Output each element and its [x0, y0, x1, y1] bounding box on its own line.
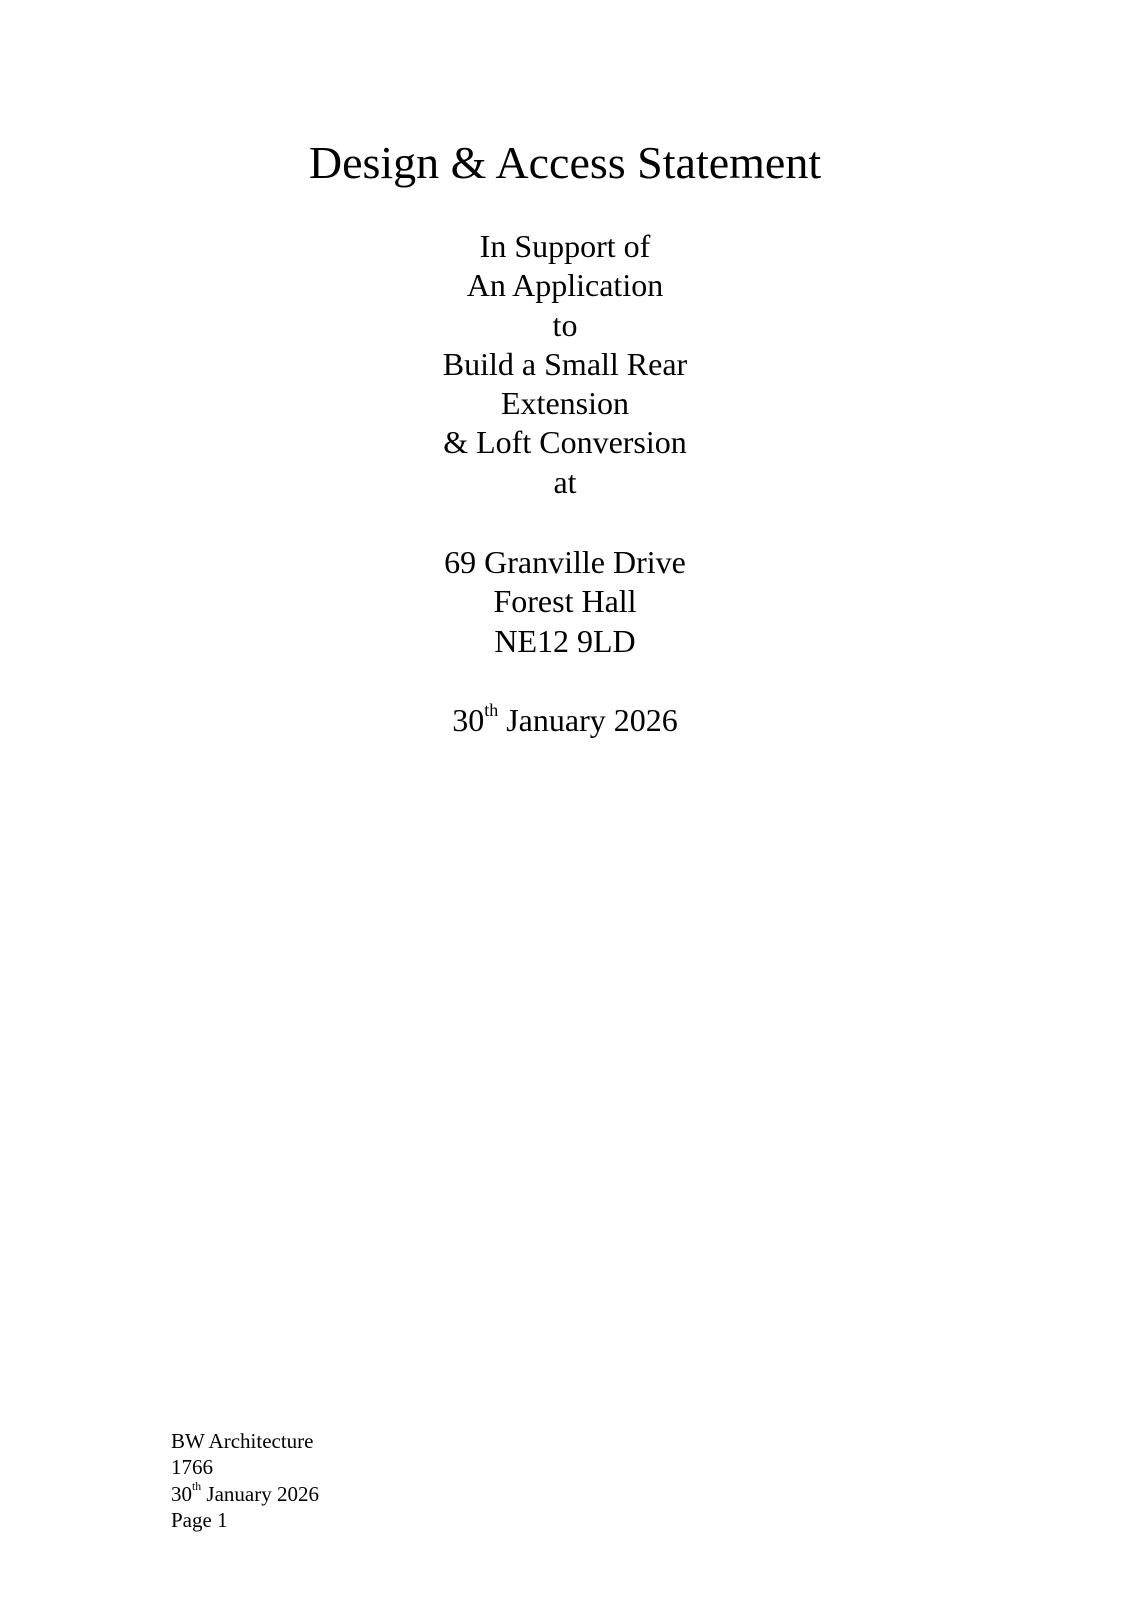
address-line: Forest Hall — [493, 583, 637, 620]
site-address — [0, 543, 1130, 661]
date-ordinal-suffix: th — [484, 699, 499, 720]
support-line: & Loft Conversion — [443, 424, 687, 461]
support-line: Build a Small Rear — [442, 345, 688, 382]
support-line: at — [553, 463, 577, 500]
support-line: to — [552, 306, 578, 343]
document-date-line — [0, 701, 1130, 740]
address-line: 69 Granville Drive — [444, 544, 686, 580]
support-line: An Application — [466, 267, 664, 304]
footer-date-ordinal-suffix: th — [192, 1480, 202, 1494]
date-month-year: January 2026 — [498, 702, 678, 738]
document-date — [0, 701, 1130, 740]
footer-date-day: 30 — [171, 1481, 192, 1506]
date-day: 30 — [452, 702, 485, 738]
footer-company: BW Architecture — [171, 1429, 314, 1453]
page-footer — [171, 1428, 319, 1533]
application-description — [0, 227, 1130, 502]
support-line: Extension — [501, 385, 629, 422]
support-line: In Support of — [479, 228, 651, 264]
address-line: NE12 9LD — [494, 622, 636, 659]
footer-date-month-year: January 2026 — [201, 1481, 319, 1506]
footer-page-number: Page 1 — [171, 1507, 228, 1532]
footer-reference: 1766 — [171, 1455, 213, 1480]
footer-date — [171, 1481, 319, 1507]
document-title: Design & Access Statement — [308, 137, 822, 188]
